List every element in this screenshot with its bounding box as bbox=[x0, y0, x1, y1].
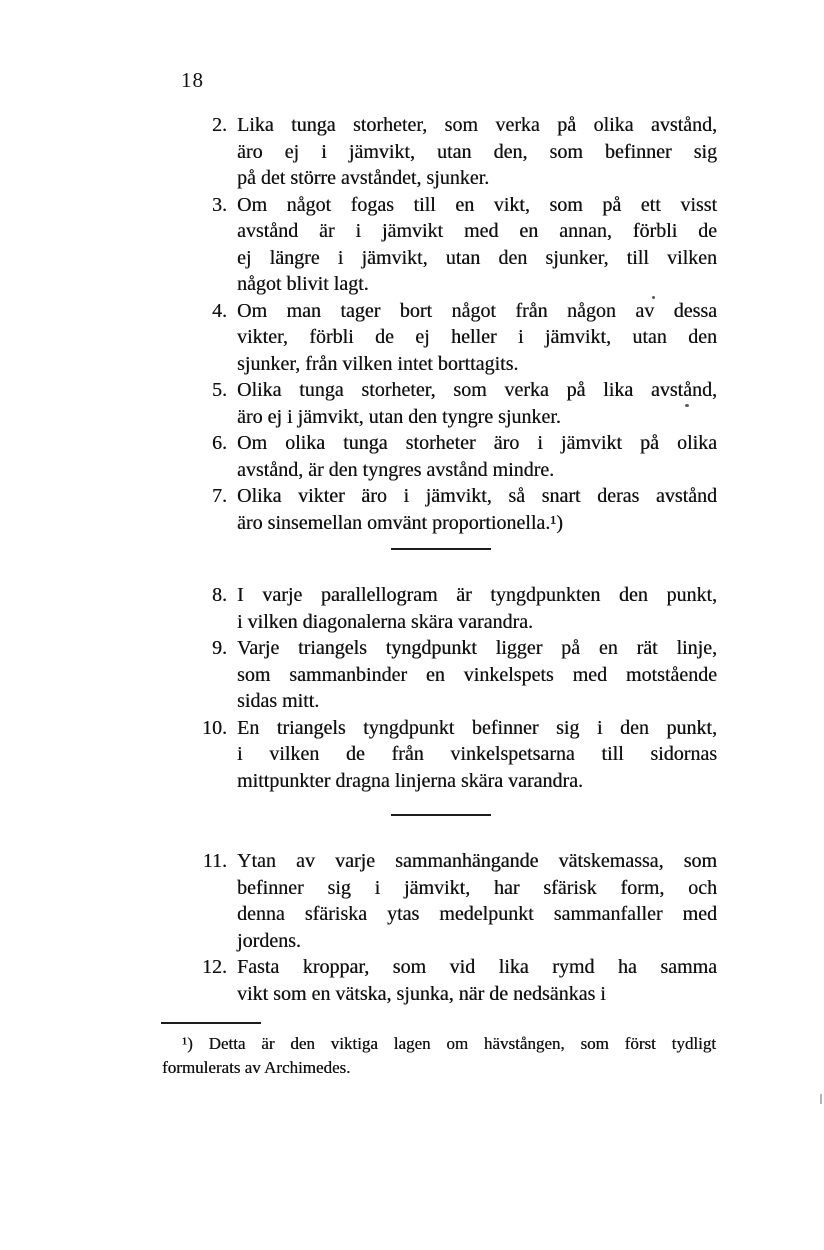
item-number: 2. bbox=[212, 114, 227, 136]
text-line: vikt som en vätska, sjunka, när de nedsänkas i bbox=[237, 982, 606, 1005]
item-number: 7. bbox=[212, 485, 227, 507]
list-item-2 bbox=[165, 112, 717, 192]
list-item-11 bbox=[165, 848, 717, 954]
text-line: Olika tunga storheter, som verka på lika avstånd, bbox=[237, 379, 717, 401]
item-text bbox=[237, 298, 717, 378]
list-item-6 bbox=[165, 430, 717, 483]
text-line: i vilken de från vinkelspetsarna till sidornas bbox=[237, 743, 717, 765]
text-line: En triangels tyngdpunkt befinner sig i den punkt, bbox=[237, 716, 717, 739]
item-number: 8. bbox=[212, 584, 227, 606]
text-line: I varje parallellogram är tyngdpunkten den punkt, bbox=[237, 584, 717, 606]
item-number: 3. bbox=[212, 193, 227, 216]
item-number: 9. bbox=[212, 637, 227, 659]
item-text bbox=[237, 635, 717, 715]
text-line: sjunker, från vilken intet borttagits. bbox=[237, 352, 519, 375]
text-line: befinner sig i jämvikt, har sfärisk form, och bbox=[237, 876, 717, 899]
text-line: avstånd är i jämvikt med en annan, förbli de bbox=[237, 220, 717, 242]
item-text bbox=[237, 377, 717, 430]
list-root bbox=[165, 112, 717, 1007]
footnote-line: ¹) Detta är den viktiga lagen om hävstången, som först tydligt bbox=[182, 1034, 716, 1053]
item-text bbox=[237, 848, 717, 954]
item-number: 11. bbox=[202, 850, 227, 872]
text-line: Lika tunga storheter, som verka på olika avstånd, bbox=[237, 114, 717, 136]
list-item-4 bbox=[165, 298, 717, 378]
list-item-5 bbox=[165, 377, 717, 430]
list-item-9 bbox=[165, 635, 717, 715]
item-number: 10. bbox=[202, 716, 227, 739]
page-number: 18 bbox=[181, 68, 204, 92]
item-text bbox=[237, 112, 717, 192]
text-line: sidas mitt. bbox=[237, 690, 320, 712]
text-line: vikter, förbli de ej heller i jämvikt, utan den bbox=[237, 326, 717, 348]
item-text bbox=[237, 483, 717, 536]
text-line: Om något fogas till en vikt, som på ett visst bbox=[237, 193, 717, 216]
text-line: som sammanbinder en vinkelspets med motstående bbox=[237, 663, 717, 686]
item-number: 6. bbox=[212, 432, 227, 454]
text-line: ej längre i jämvikt, utan den sjunker, till vilken bbox=[237, 246, 717, 269]
text-line: jordens. bbox=[237, 929, 301, 952]
text-line: avstånd, är den tyngres avstånd mindre. bbox=[237, 458, 555, 481]
list-item-3 bbox=[165, 192, 717, 298]
list-item-12 bbox=[165, 954, 717, 1007]
text-line: äro ej i jämvikt, utan den, som befinner sig bbox=[237, 140, 717, 163]
text-line: något blivit lagt. bbox=[237, 273, 369, 295]
scan-speck bbox=[685, 404, 689, 407]
footnote-line: formulerats av Archimedes. bbox=[162, 1057, 351, 1077]
item-text bbox=[237, 954, 717, 1007]
section-separator bbox=[391, 814, 491, 816]
scan-speck bbox=[652, 296, 655, 299]
text-line: Fasta kroppar, som vid lika rymd ha samma bbox=[237, 956, 717, 978]
section-separator bbox=[391, 548, 491, 550]
item-number: 5. bbox=[212, 379, 227, 401]
text-line: äro sinsemellan omvänt proportionella.¹) bbox=[237, 511, 563, 534]
list-item-10 bbox=[165, 715, 717, 795]
text-line: Varje triangels tyngdpunkt ligger på en rät linje, bbox=[237, 637, 717, 659]
text-line: Olika vikter äro i jämvikt, så snart deras avstånd bbox=[237, 485, 717, 507]
footnote bbox=[162, 1032, 716, 1079]
item-number: 4. bbox=[212, 299, 227, 322]
list-item-8 bbox=[165, 582, 717, 635]
footnote-rule bbox=[161, 1022, 261, 1024]
item-text bbox=[237, 715, 717, 795]
text-line: Ytan av varje sammanhängande vätskemassa, som bbox=[237, 850, 717, 872]
text-line: äro ej i jämvikt, utan den tyngre sjunker. bbox=[237, 405, 561, 428]
text-line: denna sfäriska ytas medelpunkt sammanfaller med bbox=[237, 903, 717, 925]
item-text bbox=[237, 192, 717, 298]
item-text bbox=[237, 582, 717, 635]
text-line: Om man tager bort något från någon av dessa bbox=[237, 299, 717, 322]
item-text bbox=[237, 430, 717, 483]
text-line: på det större avståndet, sjunker. bbox=[237, 167, 490, 189]
text-line: i vilken diagonalerna skära varandra. bbox=[237, 610, 533, 633]
list-item-7 bbox=[165, 483, 717, 536]
item-number: 12. bbox=[202, 956, 227, 978]
text-line: Om olika tunga storheter äro i jämvikt på olika bbox=[237, 432, 717, 454]
text-line: mittpunkter dragna linjerna skära varandra. bbox=[237, 769, 583, 792]
scan-artifact bbox=[820, 1094, 822, 1104]
